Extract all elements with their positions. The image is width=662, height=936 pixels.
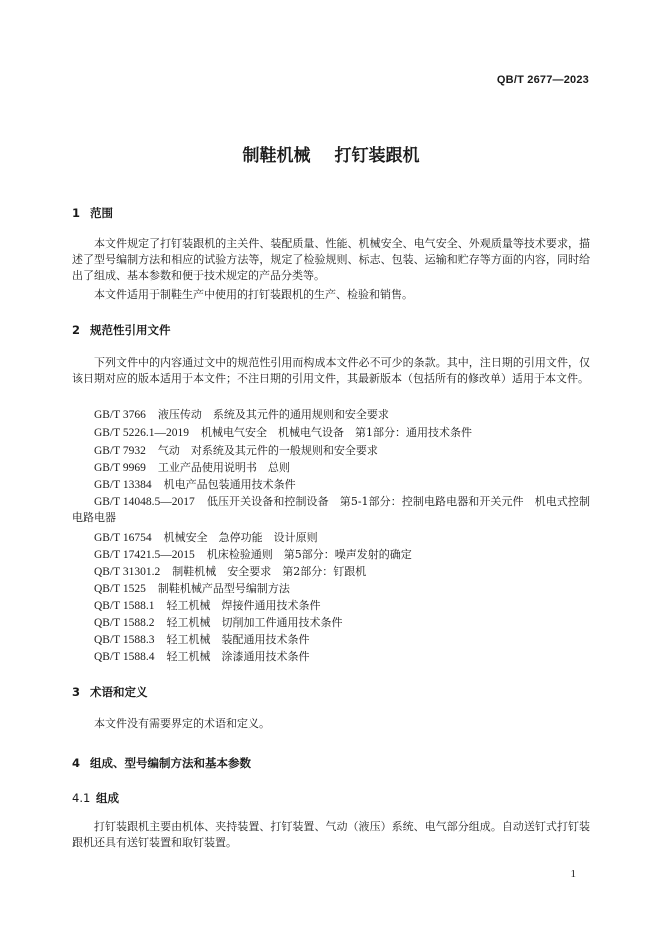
section-3-heading xyxy=(72,684,148,700)
reference-item: QB/T 1588.2 轻工机械 切削加工件通用技术条件 xyxy=(94,616,343,629)
section-4-1-heading xyxy=(72,790,119,806)
subsection-number: 4.1 xyxy=(72,791,91,805)
reference-item: GB/T 7932 气动 对系统及其元件的一般规则和安全要求 xyxy=(94,444,378,457)
reference-item: QB/T 1588.3 轻工机械 装配通用技术条件 xyxy=(94,633,310,646)
reference-item: QB/T 1588.1 轻工机械 焊接件通用技术条件 xyxy=(94,599,321,612)
section-3-paragraph: 本文件没有需要界定的术语和定义。 xyxy=(94,717,270,730)
section-2-heading xyxy=(72,322,171,338)
title-part-1: 制鞋机械 xyxy=(242,146,311,166)
section-number: 2 xyxy=(72,323,81,337)
title-part-2: 打钉装跟机 xyxy=(334,146,420,166)
reference-item: GB/T 17421.5—2015 机床检验通则 第5部分：噪声发射的确定 xyxy=(94,548,412,561)
reference-item: GB/T 16754 机械安全 急停功能 设计原则 xyxy=(94,531,318,544)
section-title: 术语和定义 xyxy=(90,685,148,699)
reference-item: QB/T 1588.4 轻工机械 涂漆通用技术条件 xyxy=(94,650,310,663)
section-4-1-paragraph: 打钉装跟机主要由机体、夹持装置、打钉装置、气动（液压）系统、电气部分组成。自动送钉式打钉装跟机还具有送钉装置和取钉装置。 xyxy=(72,820,590,849)
section-1-paragraph-1: 本文件规定了打钉装跟机的主关件、装配质量、性能、机械安全、电气安全、外观质量等技术要求，描述了型号编制方法和相应的试验方法等，规定了检验规则、标志、包装、运输和贮存等方面的内容，同时给出了组成、基本参数和便于技术规定的产品分类等。 xyxy=(72,237,590,282)
reference-item: QB/T 31301.2 制鞋机械 安全要求 第2部分：钉跟机 xyxy=(94,565,367,578)
section-1-heading xyxy=(72,205,113,221)
reference-item: GB/T 13384 机电产品包装通用技术条件 xyxy=(94,478,296,491)
subsection-title: 组成 xyxy=(96,791,119,805)
reference-item: QB/T 1525 制鞋机械产品型号编制方法 xyxy=(94,582,290,595)
reference-item: GB/T 9969 工业产品使用说明书 总则 xyxy=(94,461,290,474)
section-title: 组成、型号编制方法和基本参数 xyxy=(90,756,251,770)
section-1-paragraph-2: 本文件适用于制鞋生产中使用的打钉装跟机的生产、检验和销售。 xyxy=(94,288,413,301)
reference-item: GB/T 14048.5—2017 低压开关设备和控制设备 第5-1部分：控制电路电器和开关元件 机电式控制电路电器 xyxy=(72,495,590,524)
section-title: 规范性引用文件 xyxy=(90,323,171,337)
section-number: 1 xyxy=(72,206,81,220)
standard-code: QB/T 2677—2023 xyxy=(496,74,589,86)
section-4-heading xyxy=(72,755,251,771)
section-2-intro: 下列文件中的内容通过文中的规范性引用而构成本文件必不可少的条款。其中，注日期的引用文件，仅该日期对应的版本适用于本文件；不注日期的引用文件，其最新版本（包括所有的修改单）适用于本文件。 xyxy=(72,356,590,385)
document-title xyxy=(0,141,662,166)
section-number: 4 xyxy=(72,756,81,770)
section-number: 3 xyxy=(72,685,81,699)
page-number: 1 xyxy=(570,868,576,880)
reference-item: GB/T 3766 液压传动 系统及其元件的通用规则和安全要求 xyxy=(94,408,389,421)
section-title: 范围 xyxy=(90,206,113,220)
reference-item: GB/T 5226.1—2019 机械电气安全 机械电气设备 第1部分：通用技术条件 xyxy=(94,426,472,439)
